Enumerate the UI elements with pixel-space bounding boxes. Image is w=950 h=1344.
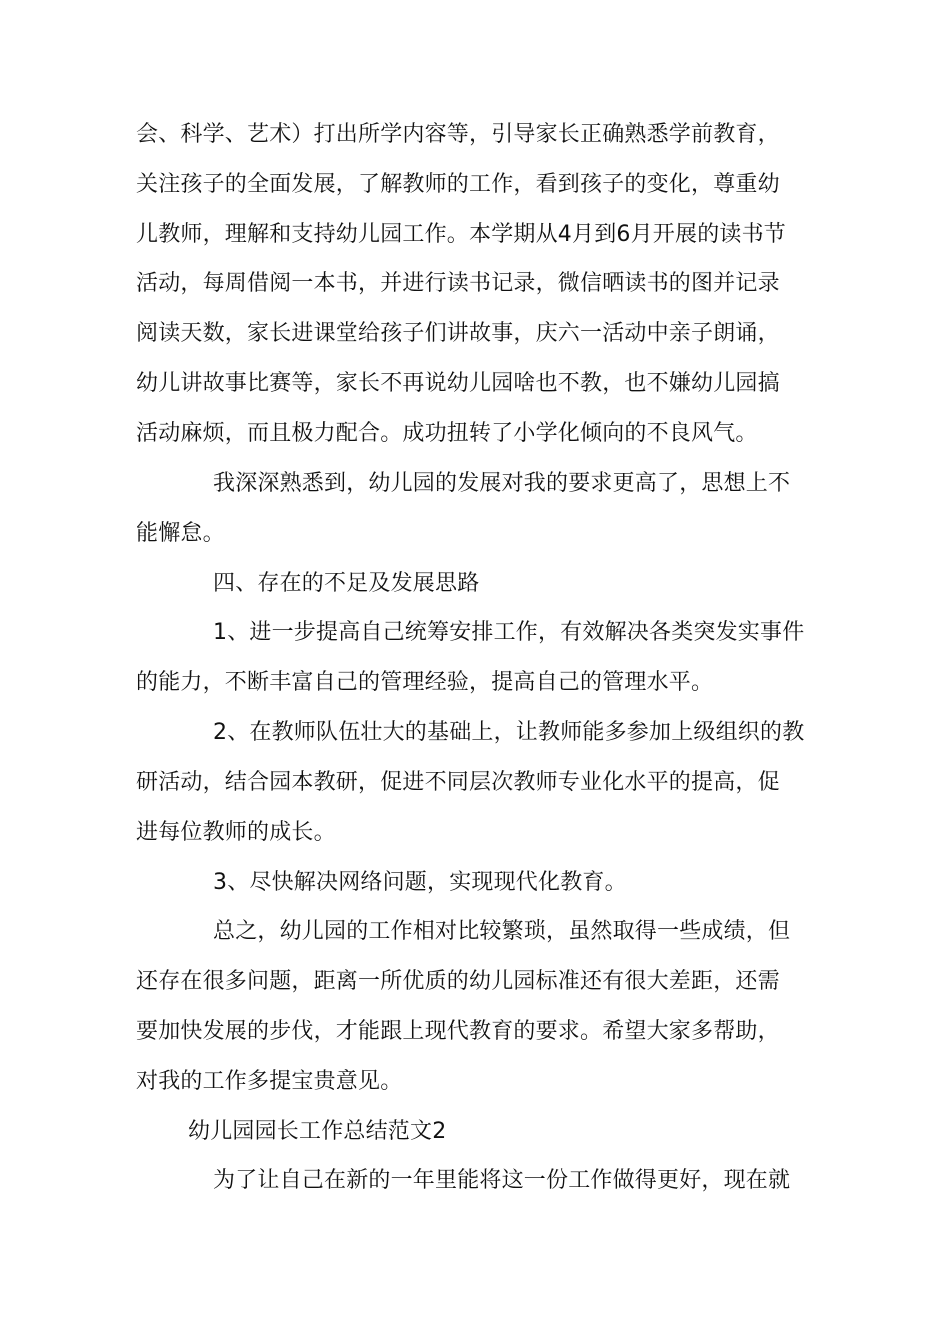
article-title: 幼儿园园长工作总结范文2 [188,1119,447,1144]
text-line: 会、科学、艺术）打出所学内容等，引导家长正确熟悉学前教育， [136,122,780,147]
text-line: 还存在很多问题，距离一所优质的幼儿园标准还有很大差距，还需 [136,969,780,994]
text-line: 能懈怠。 [136,521,225,546]
text-line: 进每位教师的成长。 [136,820,336,845]
text-line: 的能力，不断丰富自己的管理经验，提高自己的管理水平。 [136,670,714,695]
list-item-3: 3、尽快解决网络问题，实现现代化教育。 [213,870,627,895]
paragraph-start: 为了让自己在新的一年里能将这一份工作做得更好，现在就 [213,1168,791,1193]
paragraph-start: 总之，幼儿园的工作相对比较繁琐，虽然取得一些成绩，但 [213,919,791,944]
text-line: 幼儿讲故事比赛等，家长不再说幼儿园啥也不教，也不嫌幼儿园搞 [136,371,780,396]
text-line: 对我的工作多提宝贵意见。 [136,1069,403,1094]
text-line: 活动，每周借阅一本书，并进行读书记录，微信晒读书的图并记录 [136,271,780,296]
text-line: 活动麻烦，而且极力配合。成功扭转了小学化倾向的不良风气。 [136,421,758,446]
list-item-2: 2、在教师队伍壮大的基础上，让教师能多参加上级组织的教 [213,720,805,745]
text-line: 阅读天数，家长进课堂给孩子们讲故事，庆六一活动中亲子朗诵， [136,321,780,346]
section-heading: 四、存在的不足及发展思路 [213,571,480,596]
text-line: 研活动，结合园本教研，促进不同层次教师专业化水平的提高，促 [136,770,780,795]
text-line: 儿教师，理解和支持幼儿园工作。本学期从4月到6月开展的读书节 [136,222,786,247]
list-item-1: 1、进一步提高自己统筹安排工作，有效解决各类突发实事件 [213,620,805,645]
text-line: 要加快发展的步伐，才能跟上现代教育的要求。希望大家多帮助， [136,1019,780,1044]
text-line: 关注孩子的全面发展，了解教师的工作，看到孩子的变化，尊重幼 [136,172,780,197]
paragraph-start: 我深深熟悉到，幼儿园的发展对我的要求更高了，思想上不 [213,471,791,496]
